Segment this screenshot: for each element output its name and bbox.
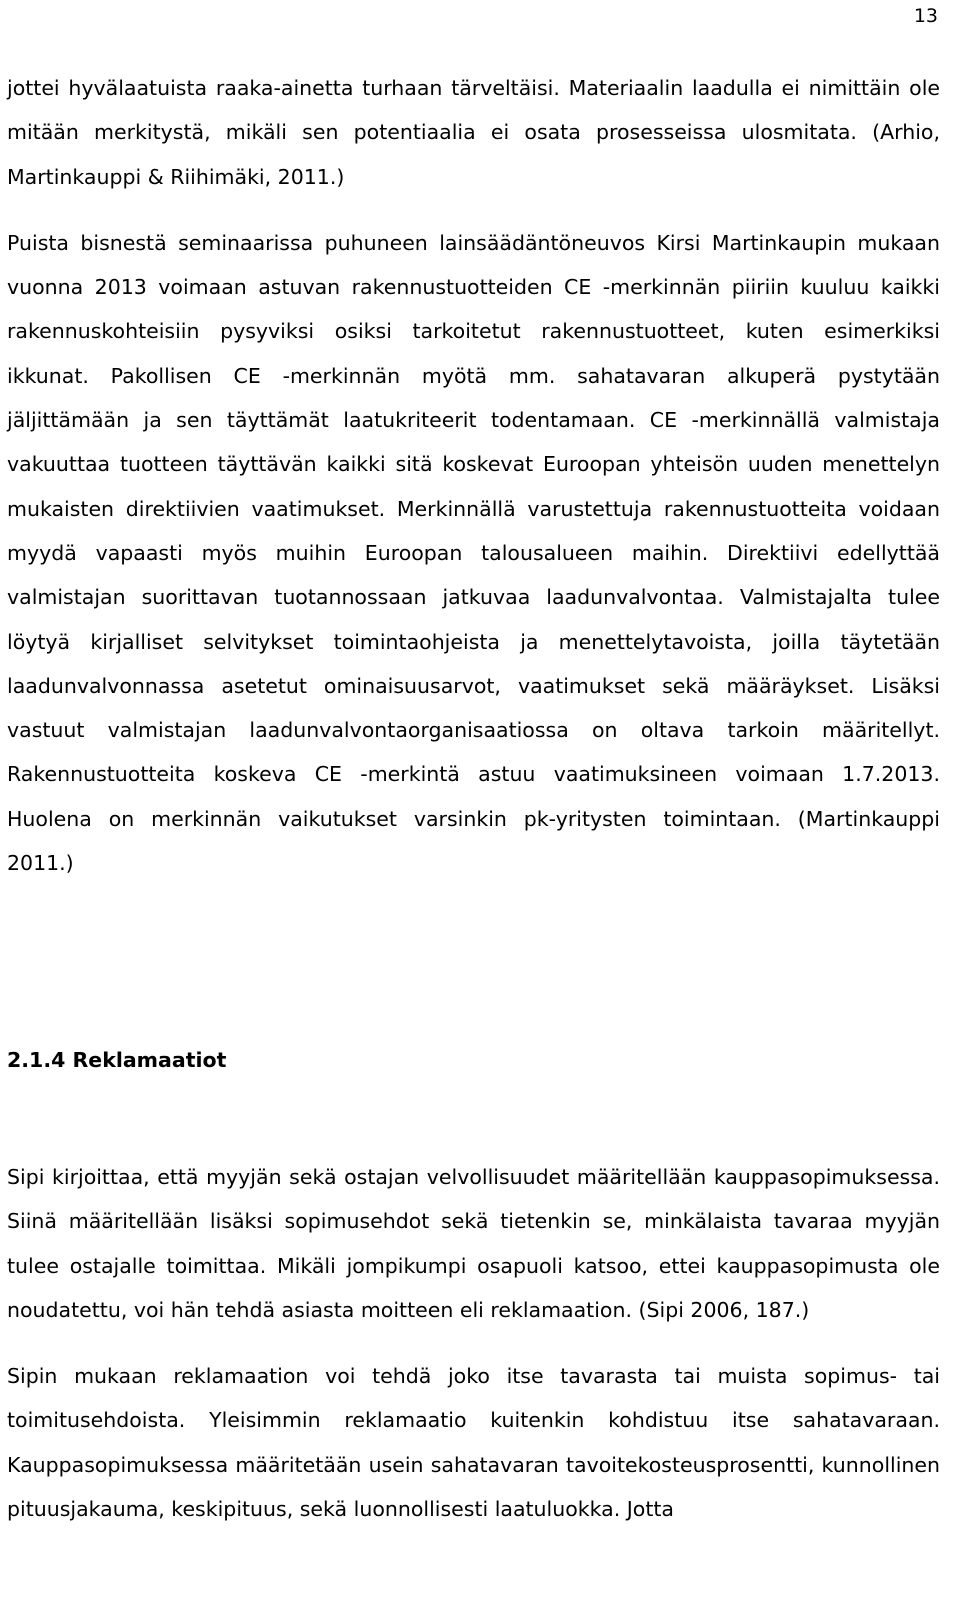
paragraph-intro: jottei hyvälaatuista raaka-ainetta turhaan tärveltäisi. Materiaalin laadulla ei nimittäin ole mitään merkitystä, mikäli sen potentiaalia ei osata prosesseissa ulosmitata. (Arhio, Martinkauppi & Riihimäki, 2011.) [7,76,940,189]
section-heading: 2.1.4 Reklamaatiot [7,1048,227,1072]
paragraph-ce-marking: Puista bisnestä seminaarissa puhuneen lainsäädäntöneuvos Kirsi Martinkaupin mukaan vuonna 2013 voimaan astuvan rakennustuotteiden CE -merkinnän piiriin kuuluu kaikki rakennuskohteisiin pysyviksi osiksi tarkoitetut rakennustuotteet, kuten esimerkiksi ikkunat. Pakollisen CE -merkinnän myötä mm. sahatavaran alkuperä pystytään jäljittämään ja sen täyttämät laatukriteerit todentamaan. CE -merkinnällä valmistaja vakuuttaa tuotteen täyttävän kaikki sitä koskevat Euroopan yhteisön uuden menettelyn mukaisten direktiivien vaatimukset. Merkinnällä varustettuja rakennustuotteita voidaan myydä vapaasti myös muihin Euroopan talousalueen maihin. Direktiivi edellyttää valmistajan suorittavan tuotannossaan jatkuvaa laadunvalvontaa. Valmistajalta tulee löytyä kirjalliset selvitykset toimintaohjeista ja menettelytavoista, joilla täytetään laadunvalvonnassa asetetut ominaisuusarvot, vaatimukset sekä määräykset. Lisäksi vastuut valmistajan laadunvalvontaorganisaatiossa on oltava tarkoin määritellyt. Rakennustuotteita koskeva CE -merkintä astuu vaatimuksineen voimaan 1.7.2013. Huolena on merkinnän vaikutukset varsinkin pk-yritysten toimintaan. (Martinkauppi 2011.) [7,230,940,876]
paragraph-sipi-reclamation: Sipin mukaan reklamaation voi tehdä joko itse tavarasta tai muista sopimus- tai toimitusehdoista. Yleisimmin reklamaatio kuitenkin kohdistuu itse sahatavaraan. Kauppasopimuksessa määritetään usein sahatavaran tavoitekosteusprosentti, kunnollinen pituusjakauma, keskipituus, sekä luonnollisesti laatuluokka. Jotta [7,1364,940,1522]
page-number: 13 [913,5,938,27]
section-body [7,1155,940,1531]
page-body [7,66,940,885]
paragraph-sipi-contract: Sipi kirjoittaa, että myyjän sekä ostajan velvollisuudet määritellään kauppasopimuksessa. Siinä määritellään lisäksi sopimusehdot sekä tietenkin se, minkälaista tavaraa myyjän tulee ostajalle toimittaa. Mikäli jompikumpi osapuoli katsoo, ettei kauppasopimusta ole noudatettu, voi hän tehdä asiasta moitteen eli reklamaation. (Sipi 2006, 187.) [7,1165,940,1322]
